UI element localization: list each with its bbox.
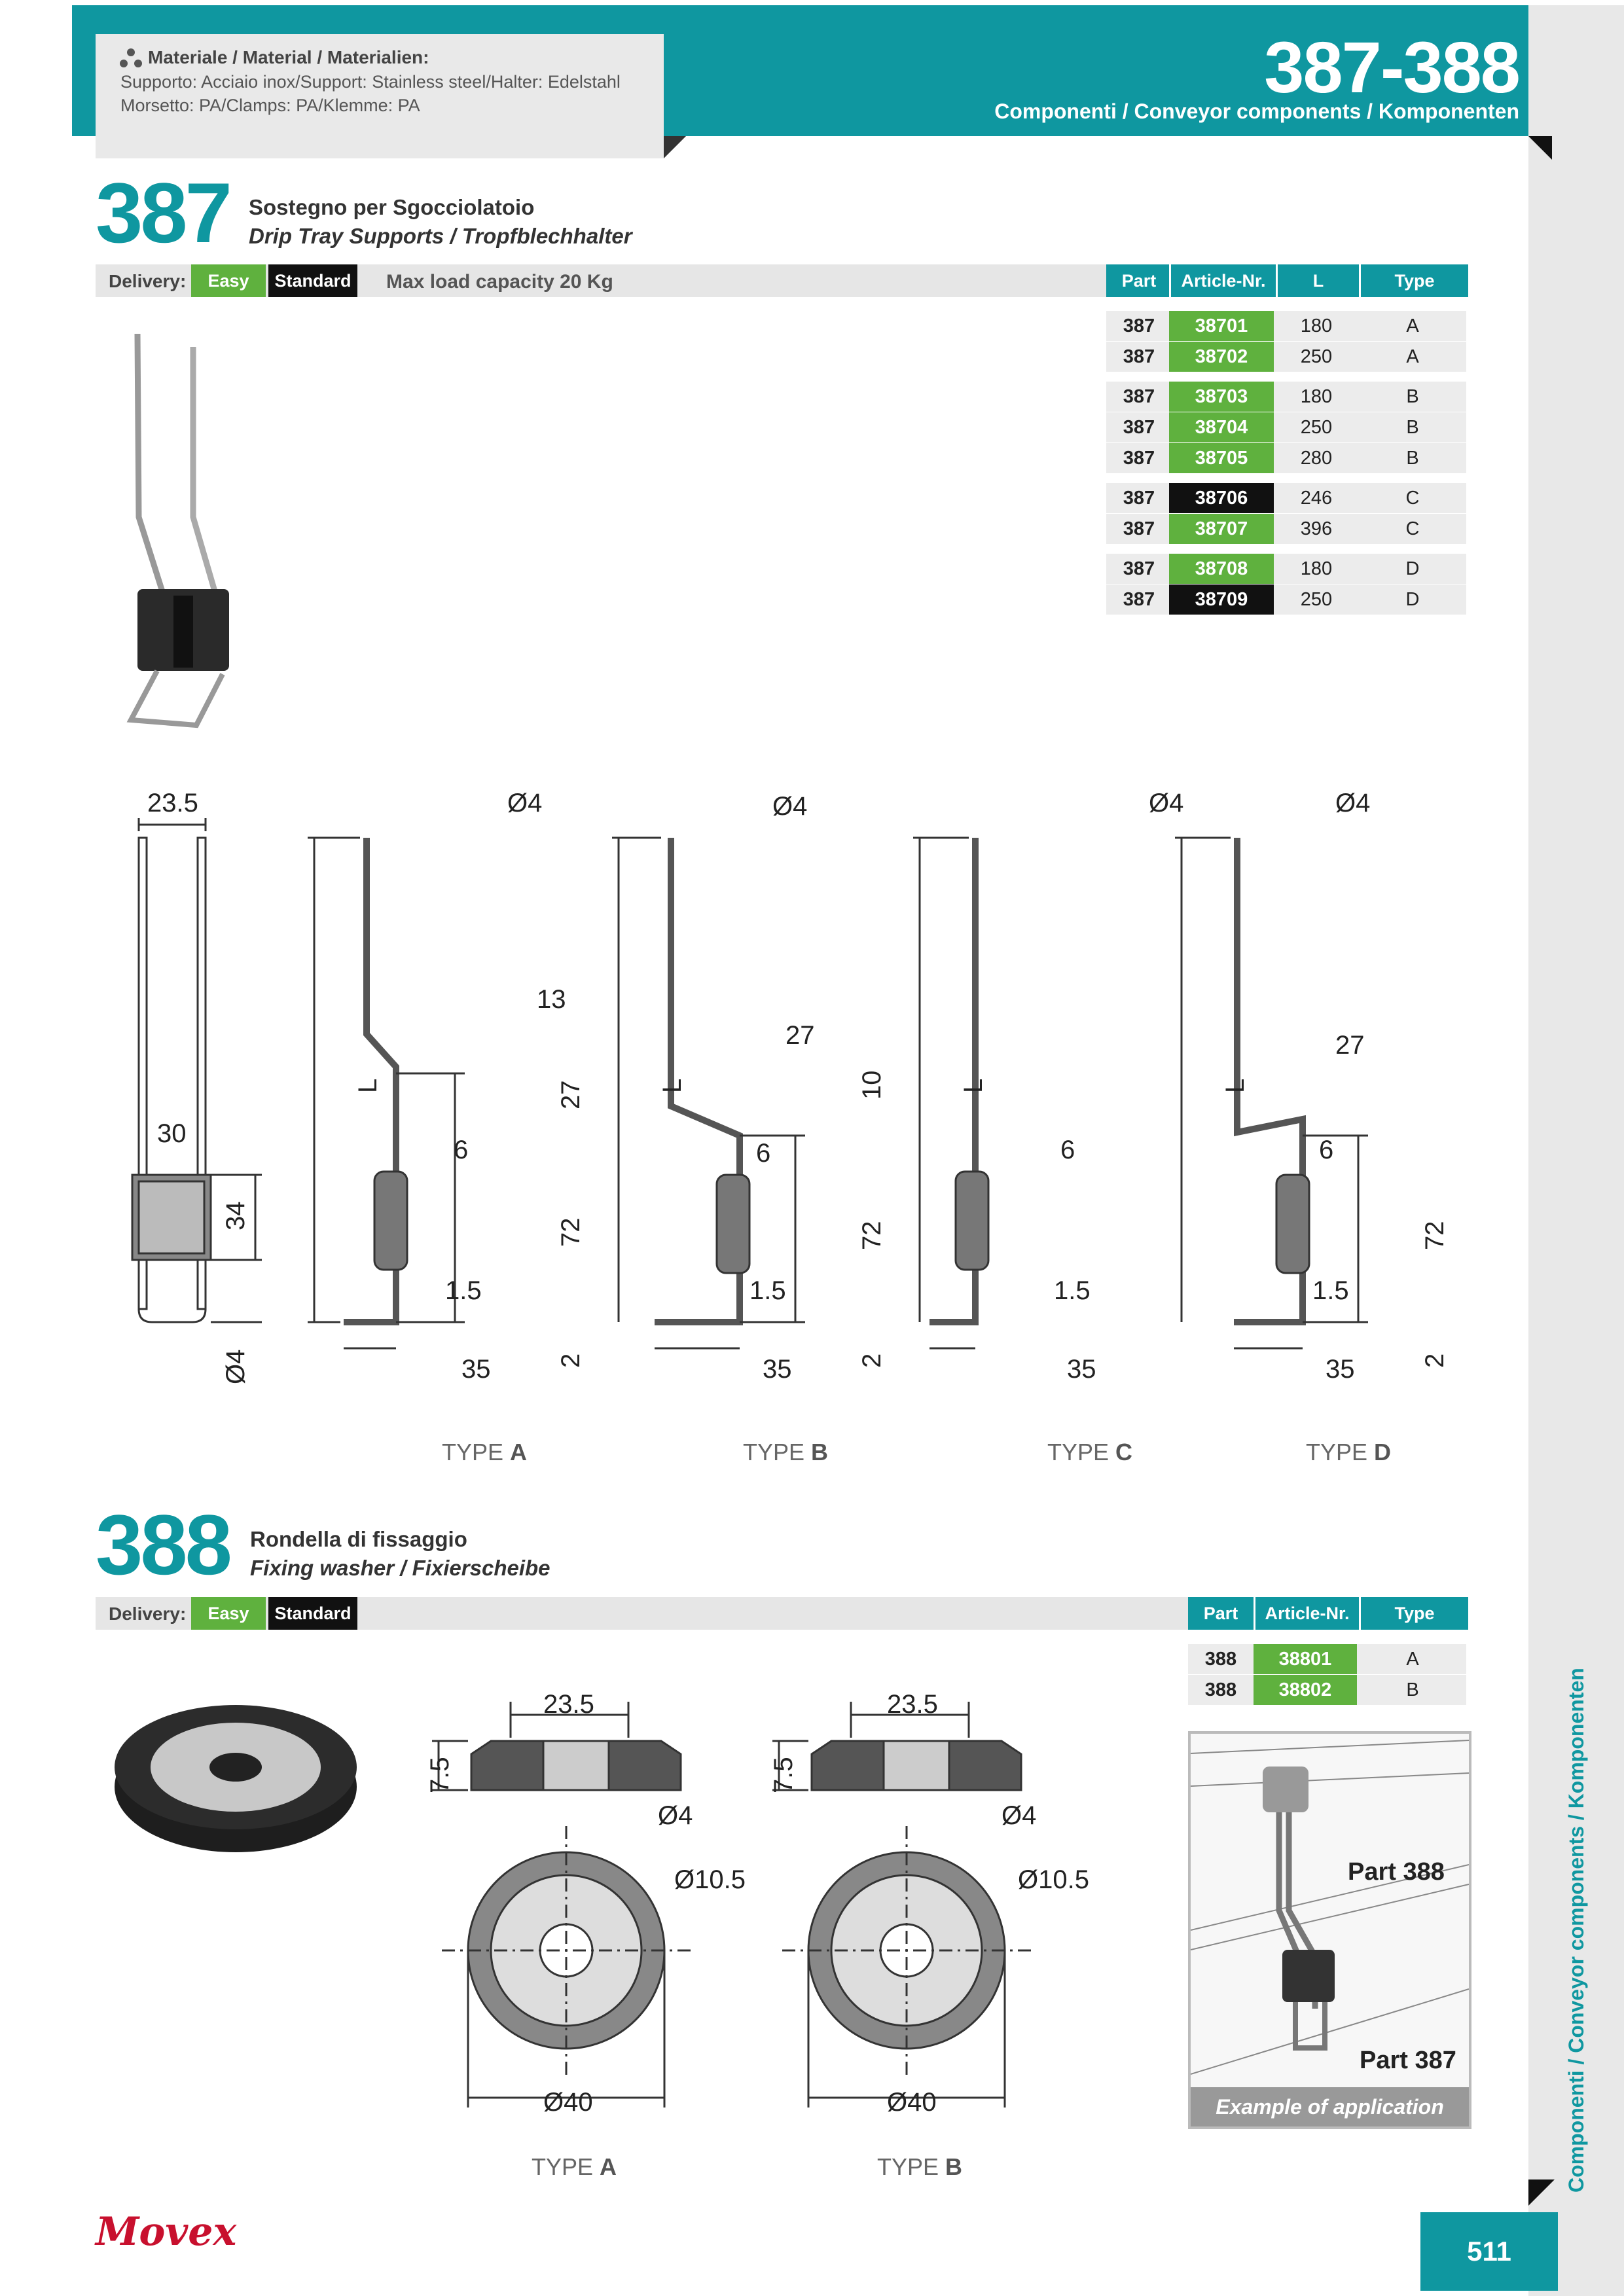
col-article: Article-Nr. xyxy=(1169,264,1276,297)
dim-388b-h: 7.5 xyxy=(769,1757,798,1793)
type-d-label: TYPE D xyxy=(1306,1439,1392,1465)
part-cell: 387 xyxy=(1123,488,1155,509)
section-388-title-en: Fixing washer / Fixierscheibe xyxy=(250,1556,550,1580)
drip-tray-support-photo xyxy=(111,321,249,733)
dim-d-6: 6 xyxy=(1319,1136,1334,1164)
section-387-title-it: Sostegno per Sgocciolatoio xyxy=(249,195,535,219)
section-387-number: 387 xyxy=(96,165,230,260)
fixing-washer-photo xyxy=(111,1689,360,1859)
col-type: Type xyxy=(1359,264,1468,297)
article-cell: 38707 xyxy=(1169,514,1274,544)
side-category-text: Componenti / Conveyor components / Komponenten xyxy=(1564,1668,1588,2193)
max-load-text: Max load capacity 20 Kg xyxy=(386,271,613,293)
type-388a-label: TYPE A xyxy=(532,2153,617,2180)
type-cell: C xyxy=(1405,518,1420,539)
dim-a-35: 35 xyxy=(461,1355,491,1384)
easy-badge: Easy xyxy=(191,264,266,297)
dim-b-6: 6 xyxy=(756,1139,771,1168)
dim-c-35: 35 xyxy=(1067,1355,1096,1384)
material-box-corner xyxy=(664,136,686,158)
dim-d-35: 35 xyxy=(1326,1355,1355,1384)
article-cell: 38706 xyxy=(1169,483,1274,513)
part-cell: 387 xyxy=(1123,346,1155,367)
application-example xyxy=(1188,1731,1471,2129)
dim-388a-inner: Ø10.5 xyxy=(674,1865,746,1894)
length-cell: 180 xyxy=(1300,558,1333,579)
part-cell: 387 xyxy=(1123,589,1155,610)
part-cell: 388 xyxy=(1204,1649,1237,1670)
length-cell: 250 xyxy=(1300,589,1333,610)
col-part-388: Part xyxy=(1188,1597,1254,1630)
type-cell: D xyxy=(1405,558,1420,579)
col-type-388: Type xyxy=(1359,1597,1468,1630)
dim-c-15: 1.5 xyxy=(1054,1276,1091,1305)
standard-badge: Standard xyxy=(268,264,357,297)
part-cell: 387 xyxy=(1123,558,1155,579)
dim-a-dia: Ø4 xyxy=(507,789,543,817)
material-title: Materiale / Material / Materialien: xyxy=(148,47,429,67)
dim-388a-hole: Ø4 xyxy=(658,1801,693,1830)
dim-d-dia: Ø4 xyxy=(1335,789,1371,817)
page-number: 511 xyxy=(1420,2212,1558,2291)
dim-a-L: L xyxy=(353,1078,382,1093)
dim-a-27: 27 xyxy=(556,1080,585,1109)
dim-b-72: 72 xyxy=(857,1221,886,1250)
dim-b-L: L xyxy=(658,1078,687,1093)
type-cell: D xyxy=(1405,589,1420,610)
dim-388b-w: 23.5 xyxy=(887,1690,938,1719)
dim-b-35: 35 xyxy=(763,1355,792,1384)
col-part: Part xyxy=(1106,264,1172,297)
application-illustration xyxy=(1191,1734,1469,2087)
length-cell: 246 xyxy=(1300,488,1333,509)
dim-d-72: 72 xyxy=(1420,1221,1449,1250)
header-corner xyxy=(1528,136,1552,160)
type-cell: B xyxy=(1406,417,1419,438)
dim-a-72: 72 xyxy=(556,1217,585,1247)
dim-front-width: 23.5 xyxy=(147,789,198,817)
dim-d-2: 2 xyxy=(1420,1353,1449,1368)
col-article-388: Article-Nr. xyxy=(1254,1597,1359,1630)
category-title: Componenti / Conveyor components / Komponenten xyxy=(994,99,1519,123)
length-cell: 180 xyxy=(1300,386,1333,407)
type-cell: B xyxy=(1406,448,1419,469)
label-part-388: Part 388 xyxy=(1348,1858,1445,1886)
dim-c-dia: Ø4 xyxy=(1149,789,1184,817)
dim-b-dia: Ø4 xyxy=(772,792,808,821)
type-cell: A xyxy=(1406,1649,1419,1670)
dim-d-27: 27 xyxy=(1335,1031,1365,1060)
length-cell: 250 xyxy=(1300,346,1333,367)
type-cell: A xyxy=(1406,346,1419,367)
article-cell: 38703 xyxy=(1169,382,1274,412)
dim-wire-dia: Ø4 xyxy=(221,1349,250,1384)
part-cell: 387 xyxy=(1123,448,1155,469)
article-cell: 38702 xyxy=(1169,342,1274,372)
dim-b-15: 1.5 xyxy=(749,1276,786,1305)
label-part-387: Part 387 xyxy=(1360,2047,1456,2074)
delivery-label-388: Delivery: xyxy=(109,1604,187,1624)
movex-logo: Movex xyxy=(96,2209,237,2255)
dim-d-L: L xyxy=(1221,1078,1250,1093)
dim-clamp-width: 30 xyxy=(157,1119,187,1148)
dim-clamp-height: 34 xyxy=(221,1201,250,1230)
page-code: 387-388 xyxy=(1264,27,1519,108)
article-cell: 38709 xyxy=(1169,584,1274,615)
easy-badge-388: Easy xyxy=(191,1597,266,1630)
dim-c-L: L xyxy=(959,1078,988,1093)
type-cell: A xyxy=(1406,315,1419,336)
dim-a-13: 13 xyxy=(537,985,566,1014)
length-cell: 180 xyxy=(1300,315,1333,336)
material-line-2: Morsetto: PA/Clamps: PA/Klemme: PA xyxy=(120,96,420,115)
article-cell: 38801 xyxy=(1254,1644,1357,1674)
article-cell: 38705 xyxy=(1169,443,1274,473)
part-cell: 388 xyxy=(1204,1679,1237,1700)
part-cell: 387 xyxy=(1123,417,1155,438)
dim-b-10: 10 xyxy=(857,1070,886,1100)
part-cell: 387 xyxy=(1123,386,1155,407)
type-a-label: TYPE A xyxy=(442,1439,528,1465)
dim-a-2: 2 xyxy=(556,1353,585,1368)
washer-drawings-388 xyxy=(419,1689,1126,2108)
dim-b-27: 27 xyxy=(785,1021,815,1050)
dim-388a-outer: Ø40 xyxy=(543,2088,593,2117)
part-cell: 387 xyxy=(1123,315,1155,336)
type-cell: B xyxy=(1406,386,1419,407)
type-cell: B xyxy=(1406,1679,1419,1700)
material-icon xyxy=(119,47,143,68)
dim-a-15: 1.5 xyxy=(445,1276,482,1305)
length-cell: 280 xyxy=(1300,448,1333,469)
dim-388b-inner: Ø10.5 xyxy=(1018,1865,1089,1894)
type-cell: C xyxy=(1405,488,1420,509)
col-l: L xyxy=(1276,264,1359,297)
article-cell: 38708 xyxy=(1169,554,1274,584)
article-cell: 38802 xyxy=(1254,1675,1357,1705)
delivery-label: Delivery: xyxy=(109,271,187,291)
dim-d-15: 1.5 xyxy=(1312,1276,1349,1305)
dim-a-6: 6 xyxy=(454,1136,469,1164)
section-388-number: 388 xyxy=(96,1497,230,1592)
type-c-label: TYPE C xyxy=(1047,1439,1133,1465)
type-388b-label: TYPE B xyxy=(877,2153,963,2180)
dim-c-6: 6 xyxy=(1060,1136,1075,1164)
section-388-title-it: Rondella di fissaggio xyxy=(250,1527,467,1551)
application-caption: Example of application xyxy=(1191,2087,1469,2126)
dim-388a-h: 7.5 xyxy=(425,1757,454,1793)
length-cell: 396 xyxy=(1300,518,1333,539)
dim-388b-outer: Ø40 xyxy=(887,2088,937,2117)
section-387-title-en: Drip Tray Supports / Tropfblechhalter xyxy=(249,224,632,248)
article-cell: 38701 xyxy=(1169,311,1274,341)
standard-badge-388: Standard xyxy=(268,1597,357,1630)
part-cell: 387 xyxy=(1123,518,1155,539)
dim-388a-w: 23.5 xyxy=(543,1690,594,1719)
length-cell: 250 xyxy=(1300,417,1333,438)
dim-388b-hole: Ø4 xyxy=(1001,1801,1037,1830)
dim-b-2: 2 xyxy=(857,1353,886,1368)
material-line-1: Supporto: Acciaio inox/Support: Stainless steel/Halter: Edelstahl xyxy=(120,72,621,92)
footer-corner xyxy=(1528,2179,1555,2206)
article-cell: 38704 xyxy=(1169,412,1274,442)
type-b-label: TYPE B xyxy=(743,1439,829,1465)
material-box xyxy=(96,34,664,158)
